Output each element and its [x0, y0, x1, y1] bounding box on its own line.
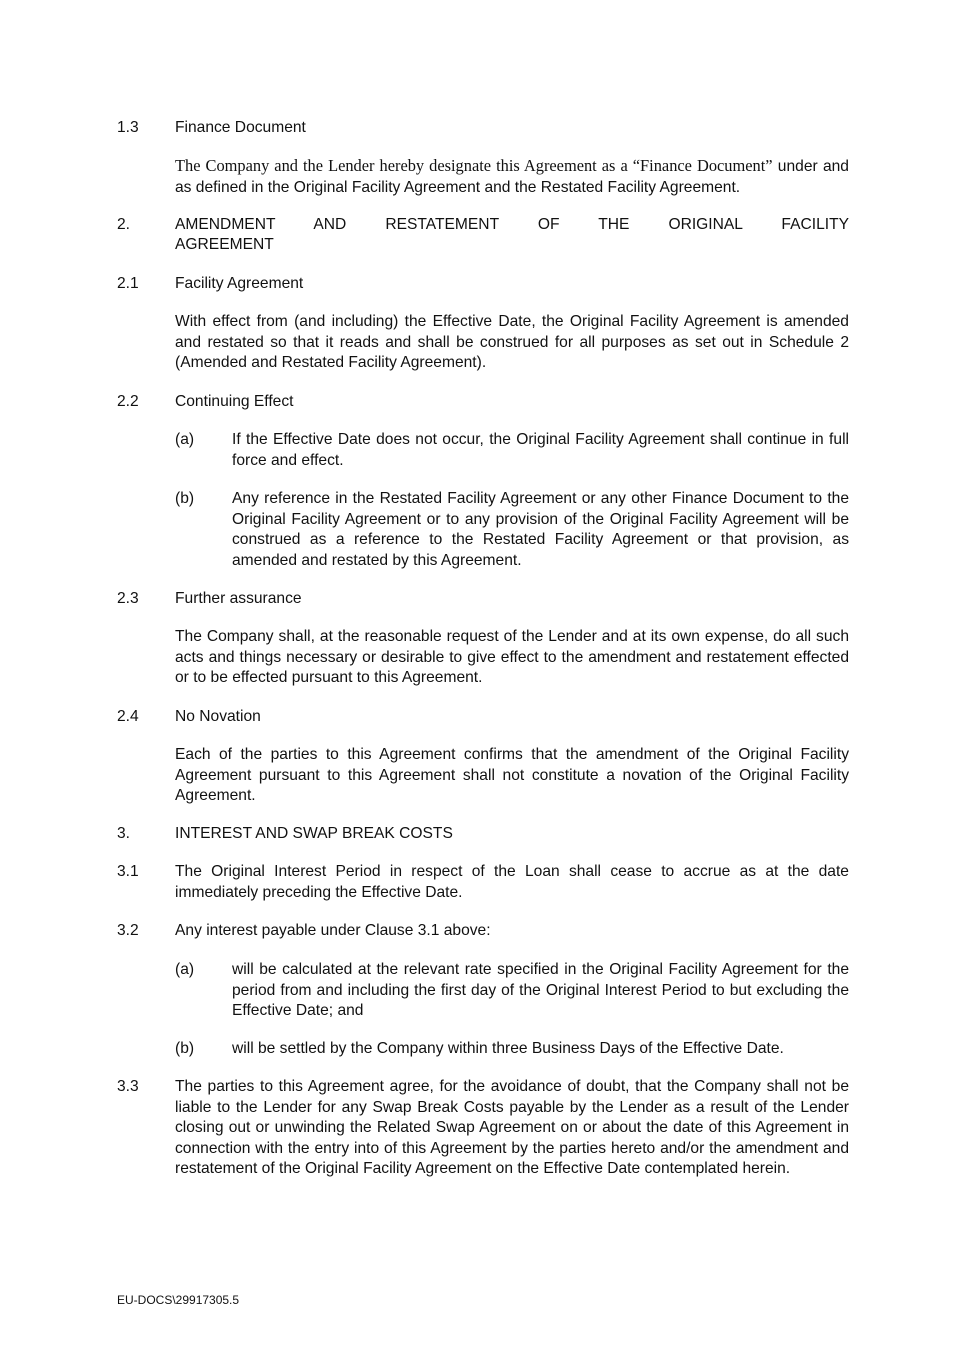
paragraph-serif-run: The Company and the Lender hereby designate this Agreement as a “Finance Document”: [175, 156, 773, 175]
section-heading-line-1: AMENDMENT AND RESTATEMENT OF THE ORIGINAL FACILITY: [175, 216, 849, 233]
clause-paragraph: The parties to this Agreement agree, for the avoidance of doubt, that the Company shall not be liable to the Lender for any Swap Break Costs payable by the Lender as a result of the Lender closing out or unwinding the Related Swap Agreement on or about the date of this Agreement in connection with the entry into of this Agreement by the parties hereto and/or the amendment and restatement of the Original Facility Agreement on the Effective Date contemplated herein.: [175, 1078, 849, 1177]
clause-paragraph: With effect from (and including) the Effective Date, the Original Facility Agreement is amended and restated so that it reads and shall be construed for all purposes as set out in Schedule 2 (Amended and Restated Facility Agreement).: [175, 313, 849, 371]
clause-paragraph: [175, 156, 849, 198]
list-item-label: (b): [175, 490, 195, 507]
clause-number: 2.3: [117, 590, 139, 607]
paragraph-run: under and as defined in the Original Facility Agreement and the Restated Facility Agreement.: [175, 158, 849, 196]
list-item-label: (a): [175, 961, 195, 978]
clause-heading: Facility Agreement: [175, 275, 304, 292]
section-heading: INTEREST AND SWAP BREAK COSTS: [175, 825, 453, 842]
clause-number: 3.3: [117, 1078, 139, 1095]
clause-number: 3.2: [117, 922, 139, 939]
list-item-label: (a): [175, 431, 195, 448]
list-item-text: Any reference in the Restated Facility Agreement or any other Finance Document to the Original Facility Agreement or to any provision of the Original Facility Agreement will be construed as a reference to the Restated Facility Agreement or that provision, as amended and restated by this Agreement.: [232, 490, 849, 569]
document-reference-footer: EU-DOCS\29917305.5: [117, 1293, 240, 1307]
clause-number: 2.2: [117, 393, 139, 410]
clause-number: 2.1: [117, 275, 139, 292]
clause-heading: Continuing Effect: [175, 393, 294, 410]
clause-paragraph: The Original Interest Period in respect of the Loan shall cease to accrue as at the date immediately preceding the Effective Date.: [175, 863, 849, 901]
section-heading-line-2: AGREEMENT: [175, 236, 274, 253]
clause-number: 3.1: [117, 863, 139, 880]
clause-number: 2.: [117, 216, 131, 233]
list-item-text: will be calculated at the relevant rate specified in the Original Facility Agreement for the period from and including the first day of the Original Interest Period to but excluding the Effective Date; and: [232, 961, 849, 1019]
list-item-text: If the Effective Date does not occur, the Original Facility Agreement shall continue in full force and effect.: [232, 431, 849, 469]
clause-number: 2.4: [117, 708, 139, 725]
list-item-text: will be settled by the Company within three Business Days of the Effective Date.: [232, 1040, 784, 1057]
clause-heading: Further assurance: [175, 590, 302, 607]
clause-number: 3.: [117, 825, 131, 842]
clause-paragraph: Each of the parties to this Agreement confirms that the amendment of the Original Facility Agreement pursuant to this Agreement shall not constitute a novation of the Original Facility Agreement.: [175, 746, 849, 804]
list-item-label: (b): [175, 1040, 195, 1057]
clause-paragraph: Any interest payable under Clause 3.1 above:: [175, 922, 491, 939]
clause-number: 1.3: [117, 119, 139, 136]
clause-heading: Finance Document: [175, 119, 306, 136]
clause-paragraph: The Company shall, at the reasonable request of the Lender and at its own expense, do all such acts and things necessary or desirable to give effect to the amendment and restatement effected or to be effected pursuant to this Agreement.: [175, 628, 849, 686]
clause-heading: No Novation: [175, 708, 261, 725]
